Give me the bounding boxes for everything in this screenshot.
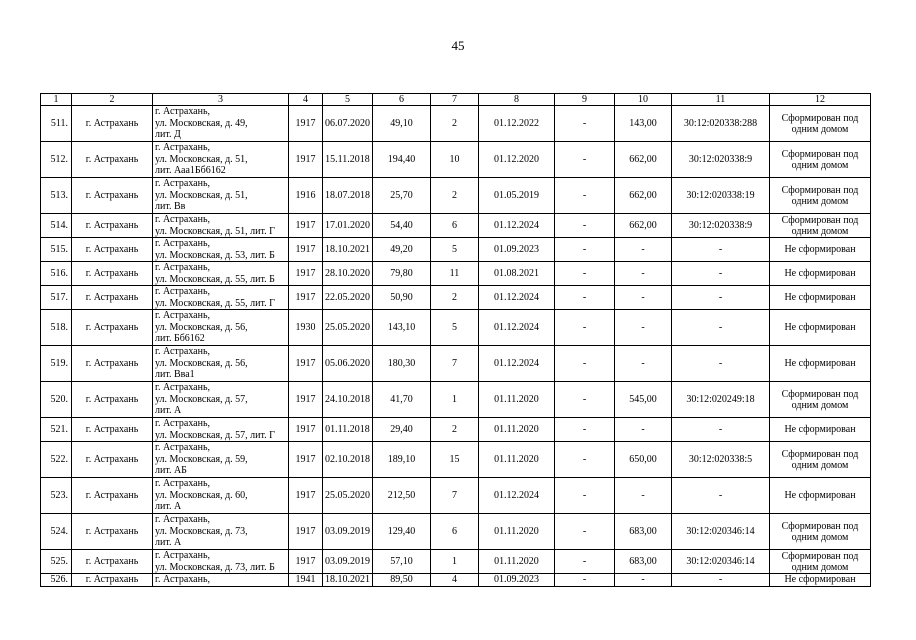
build-year: 1917 [289,142,323,178]
cadastral-number: - [672,238,770,262]
area: 41,70 [373,382,431,418]
column-number-7: 7 [431,94,479,106]
residents: 1 [431,550,479,574]
build-year: 1917 [289,238,323,262]
area: 49,10 [373,106,431,142]
cadastral-number: - [672,418,770,442]
col-9: - [555,574,615,587]
land-status: Не сформирован [770,478,871,514]
land-status: Сформирован под одним домом [770,382,871,418]
cadastral-number: 30:12:020249:18 [672,382,770,418]
land-status: Не сформирован [770,418,871,442]
land-status: Сформирован под одним домом [770,142,871,178]
area: 89,50 [373,574,431,587]
land-area: 650,00 [615,442,672,478]
area: 180,30 [373,346,431,382]
resettlement-date: 01.11.2020 [479,382,555,418]
resettlement-date: 01.11.2020 [479,418,555,442]
area: 194,40 [373,142,431,178]
residents: 6 [431,214,479,238]
address: г. Астрахань, [153,574,289,587]
address: г. Астрахань, ул. Московская, д. 51, лит. Вв [153,178,289,214]
build-year: 1917 [289,346,323,382]
survey-date: 01.11.2018 [323,418,373,442]
residents: 2 [431,178,479,214]
table-row [41,262,871,286]
residents: 2 [431,418,479,442]
row-number: 517. [41,286,72,310]
area: 212,50 [373,478,431,514]
resettlement-date: 01.08.2021 [479,262,555,286]
residents: 6 [431,514,479,550]
address: г. Астрахань, ул. Московская, д. 57, лит. Г [153,418,289,442]
table-row [41,142,871,178]
column-number-1: 1 [41,94,72,106]
city: г. Астрахань [72,238,153,262]
city: г. Астрахань [72,442,153,478]
row-number: 511. [41,106,72,142]
cadastral-number: 30:12:020338:5 [672,442,770,478]
area: 49,20 [373,238,431,262]
land-status: Сформирован под одним домом [770,106,871,142]
address: г. Астрахань, ул. Московская, д. 53, лит. Б [153,238,289,262]
city: г. Астрахань [72,178,153,214]
column-number-5: 5 [323,94,373,106]
cadastral-number: - [672,574,770,587]
table-row [41,514,871,550]
row-number: 521. [41,418,72,442]
housing-register-table [40,93,871,587]
row-number: 512. [41,142,72,178]
land-status: Не сформирован [770,238,871,262]
area: 143,10 [373,310,431,346]
row-number: 522. [41,442,72,478]
survey-date: 03.09.2019 [323,550,373,574]
row-number: 514. [41,214,72,238]
survey-date: 18.10.2021 [323,574,373,587]
page-number: 45 [451,38,465,53]
survey-date: 22.05.2020 [323,286,373,310]
land-area: 662,00 [615,142,672,178]
col-9: - [555,238,615,262]
land-area: 683,00 [615,514,672,550]
row-number: 513. [41,178,72,214]
column-number-9: 9 [555,94,615,106]
address: г. Астрахань, ул. Московская, д. 60, лит. А [153,478,289,514]
build-year: 1916 [289,178,323,214]
area: 79,80 [373,262,431,286]
col-9: - [555,514,615,550]
land-status: Сформирован под одним домом [770,550,871,574]
cadastral-number: 30:12:020346:14 [672,514,770,550]
row-number: 523. [41,478,72,514]
residents: 5 [431,238,479,262]
land-area: - [615,286,672,310]
land-status: Не сформирован [770,310,871,346]
table-row [41,214,871,238]
table-body [41,94,871,587]
build-year: 1941 [289,574,323,587]
resettlement-date: 01.11.2020 [479,442,555,478]
resettlement-date: 01.09.2023 [479,574,555,587]
column-number-header [41,94,871,106]
table-row [41,382,871,418]
build-year: 1917 [289,106,323,142]
address: г. Астрахань, ул. Московская, д. 73, лит. А [153,514,289,550]
resettlement-date: 01.11.2020 [479,514,555,550]
city: г. Астрахань [72,106,153,142]
build-year: 1917 [289,286,323,310]
address: г. Астрахань, ул. Московская, д. 55, лит. Б [153,262,289,286]
row-number: 515. [41,238,72,262]
resettlement-date: 01.12.2024 [479,214,555,238]
table-row [41,310,871,346]
column-number-12: 12 [770,94,871,106]
col-9: - [555,310,615,346]
build-year: 1917 [289,418,323,442]
survey-date: 25.05.2020 [323,478,373,514]
address: г. Астрахань, ул. Московская, д. 49, лит. Д [153,106,289,142]
land-status: Не сформирован [770,346,871,382]
address: г. Астрахань, ул. Московская, д. 51, лит. Ааа1Бб6162 [153,142,289,178]
resettlement-date: 01.12.2024 [479,346,555,382]
land-status: Сформирован под одним домом [770,442,871,478]
build-year: 1917 [289,478,323,514]
cadastral-number: 30:12:020346:14 [672,550,770,574]
table-row [41,346,871,382]
row-number: 520. [41,382,72,418]
resettlement-date: 01.12.2024 [479,310,555,346]
row-number: 519. [41,346,72,382]
table-row [41,442,871,478]
column-number-4: 4 [289,94,323,106]
cadastral-number: - [672,286,770,310]
city: г. Астрахань [72,214,153,238]
table-row [41,550,871,574]
residents: 4 [431,574,479,587]
cadastral-number: 30:12:020338:9 [672,142,770,178]
address: г. Астрахань, ул. Московская, д. 56, лит. Вва1 [153,346,289,382]
build-year: 1917 [289,382,323,418]
column-number-6: 6 [373,94,431,106]
cadastral-number: 30:12:020338:9 [672,214,770,238]
residents: 11 [431,262,479,286]
land-area: - [615,574,672,587]
land-area: 662,00 [615,214,672,238]
address: г. Астрахань, ул. Московская, д. 59, лит. АБ [153,442,289,478]
build-year: 1917 [289,262,323,286]
col-9: - [555,178,615,214]
survey-date: 18.07.2018 [323,178,373,214]
col-9: - [555,262,615,286]
column-number-2: 2 [72,94,153,106]
build-year: 1917 [289,442,323,478]
land-area: - [615,238,672,262]
area: 189,10 [373,442,431,478]
city: г. Астрахань [72,142,153,178]
city: г. Астрахань [72,310,153,346]
cadastral-number: - [672,310,770,346]
land-area: - [615,310,672,346]
land-area: - [615,346,672,382]
column-number-8: 8 [479,94,555,106]
resettlement-date: 01.12.2024 [479,286,555,310]
land-area: - [615,478,672,514]
col-9: - [555,382,615,418]
col-9: - [555,418,615,442]
resettlement-date: 01.11.2020 [479,550,555,574]
row-number: 524. [41,514,72,550]
col-9: - [555,106,615,142]
residents: 7 [431,478,479,514]
residents: 5 [431,310,479,346]
build-year: 1930 [289,310,323,346]
col-9: - [555,442,615,478]
table-row [41,286,871,310]
cadastral-number: - [672,478,770,514]
city: г. Астрахань [72,478,153,514]
land-area: - [615,262,672,286]
land-area: 662,00 [615,178,672,214]
land-status: Не сформирован [770,262,871,286]
col-9: - [555,286,615,310]
residents: 1 [431,382,479,418]
build-year: 1917 [289,214,323,238]
area: 50,90 [373,286,431,310]
table-row [41,478,871,514]
survey-date: 18.10.2021 [323,238,373,262]
col-9: - [555,214,615,238]
resettlement-date: 01.12.2020 [479,142,555,178]
residents: 2 [431,286,479,310]
city: г. Астрахань [72,418,153,442]
row-number: 526. [41,574,72,587]
city: г. Астрахань [72,262,153,286]
col-9: - [555,346,615,382]
area: 129,40 [373,514,431,550]
row-number: 518. [41,310,72,346]
survey-date: 02.10.2018 [323,442,373,478]
area: 57,10 [373,550,431,574]
row-number: 516. [41,262,72,286]
land-status: Сформирован под одним домом [770,214,871,238]
cadastral-number: - [672,346,770,382]
address: г. Астрахань, ул. Московская, д. 51, лит. Г [153,214,289,238]
col-9: - [555,478,615,514]
resettlement-date: 01.12.2022 [479,106,555,142]
survey-date: 15.11.2018 [323,142,373,178]
table-row [41,178,871,214]
survey-date: 05.06.2020 [323,346,373,382]
land-area: 683,00 [615,550,672,574]
table-row [41,106,871,142]
cadastral-number: 30:12:020338:19 [672,178,770,214]
address: г. Астрахань, ул. Московская, д. 55, лит. Г [153,286,289,310]
land-status: Сформирован под одним домом [770,514,871,550]
column-number-3: 3 [153,94,289,106]
column-number-10: 10 [615,94,672,106]
city: г. Астрахань [72,346,153,382]
column-number-11: 11 [672,94,770,106]
city: г. Астрахань [72,286,153,310]
col-9: - [555,142,615,178]
build-year: 1917 [289,514,323,550]
address: г. Астрахань, ул. Московская, д. 56, лит. Бб6162 [153,310,289,346]
city: г. Астрахань [72,382,153,418]
cadastral-number: - [672,262,770,286]
land-area: - [615,418,672,442]
address: г. Астрахань, ул. Московская, д. 57, лит. А [153,382,289,418]
address: г. Астрахань, ул. Московская, д. 73, лит. Б [153,550,289,574]
survey-date: 03.09.2019 [323,514,373,550]
city: г. Астрахань [72,514,153,550]
survey-date: 06.07.2020 [323,106,373,142]
land-status: Не сформирован [770,574,871,587]
city: г. Астрахань [72,574,153,587]
survey-date: 28.10.2020 [323,262,373,286]
land-status: Сформирован под одним домом [770,178,871,214]
table-row [41,574,871,587]
land-area: 545,00 [615,382,672,418]
area: 25,70 [373,178,431,214]
survey-date: 24.10.2018 [323,382,373,418]
residents: 10 [431,142,479,178]
table-row [41,238,871,262]
cadastral-number: 30:12:020338:288 [672,106,770,142]
resettlement-date: 01.09.2023 [479,238,555,262]
survey-date: 25.05.2020 [323,310,373,346]
build-year: 1917 [289,550,323,574]
land-status: Не сформирован [770,286,871,310]
col-9: - [555,550,615,574]
land-area: 143,00 [615,106,672,142]
row-number: 525. [41,550,72,574]
resettlement-date: 01.12.2024 [479,478,555,514]
residents: 2 [431,106,479,142]
area: 54,40 [373,214,431,238]
resettlement-date: 01.05.2019 [479,178,555,214]
area: 29,40 [373,418,431,442]
city: г. Астрахань [72,550,153,574]
residents: 7 [431,346,479,382]
residents: 15 [431,442,479,478]
table-row [41,418,871,442]
survey-date: 17.01.2020 [323,214,373,238]
